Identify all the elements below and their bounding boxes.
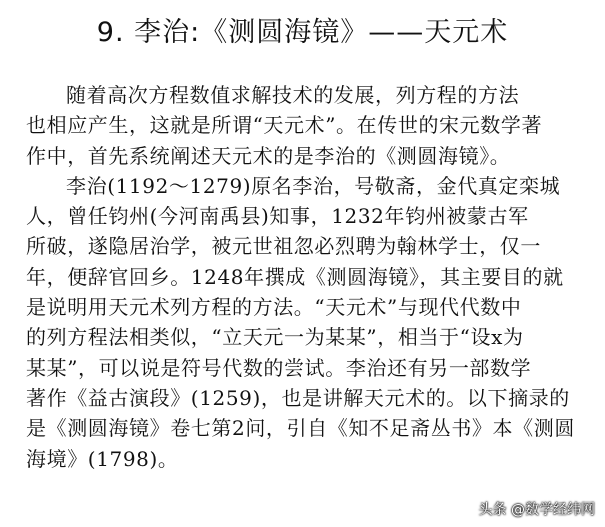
text-line: 随着高次方程数值求解技术的发展，列方程的方法 — [66, 83, 520, 107]
text-line: 的列方程法相类似，“立天元一为某某”，相当于“设x为 — [26, 325, 524, 350]
paragraph-2 — [26, 171, 591, 474]
text-line: 作中，首先系统阐述天元术的是李治的《测圆海镜》。 — [26, 143, 511, 168]
text-line: 人，曾任钧州(今河南禹县)知事，1232年钧州被蒙古军 — [26, 204, 529, 229]
text-line: 某某”，可以说是符号代数的尝试。李治还有另一部数学 — [26, 355, 532, 380]
body-text — [26, 80, 591, 474]
text-line: 海境》(1798)。 — [26, 446, 179, 471]
section-title: 9. 李治:《测圆海镜》——天元术 — [96, 17, 509, 48]
text-line: 所破，遂隐居治学，被元世祖忽必烈聘为翰林学士，仅一 — [26, 234, 541, 259]
text-line: 年，便辞官回乡。1248年撰成《测圆海镜》，其主要目的就 — [26, 264, 564, 289]
text-line: 著作《益古演段》(1259)，也是讲解天元术的。以下摘录的 — [26, 385, 570, 410]
text-line: 是《测圆海镜》卷七第2问，引自《知不足斋丛书》本《测圆 — [26, 416, 575, 441]
paragraph-1 — [26, 80, 591, 171]
text-line: 也相应产生，这就是所谓“天元术”。在传世的宋元数学著 — [26, 113, 543, 138]
watermark: 头条 @数学经纬网 — [478, 502, 595, 518]
text-line: 李治(1192～1279)原名李治，号敬斋，金代真定栾城 — [66, 173, 561, 198]
text-line: 是说明用天元术列方程的方法。“天元术”与现代代数中 — [26, 295, 522, 320]
